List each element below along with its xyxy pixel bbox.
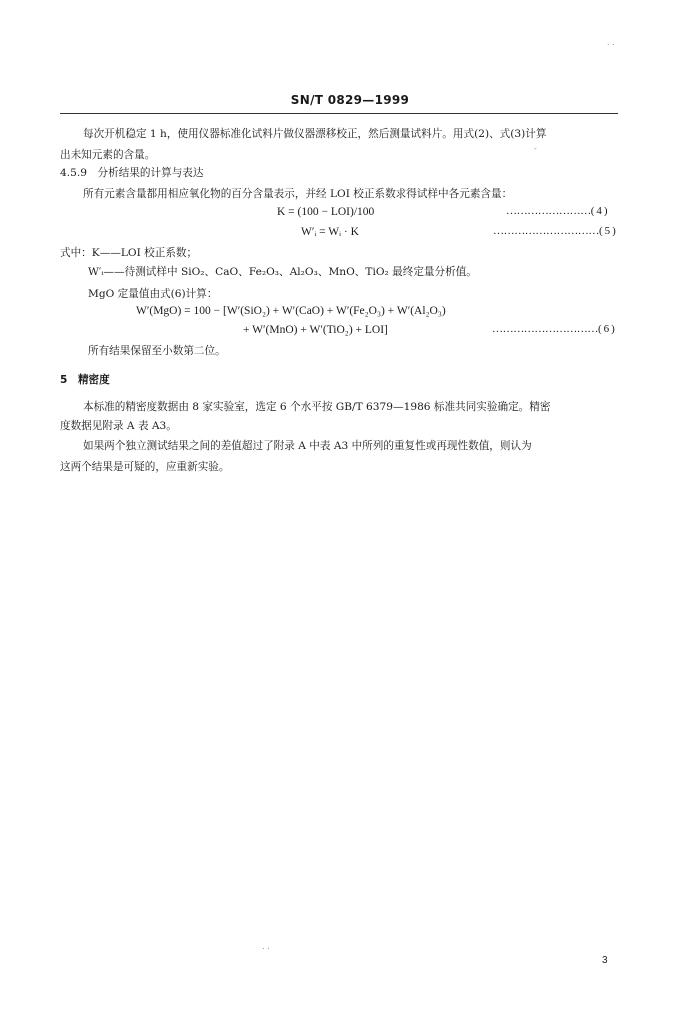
where-clause-k: 式中：K——LOI 校正系数； [60, 247, 198, 259]
equation-4: K = (100 − LOI)/100 [277, 206, 375, 218]
paragraph-line: 如果两个独立测试结果之间的差值超过了附录 A 中表 A3 中所列的重复性或再现性数值，则认为 [83, 440, 532, 452]
scan-speck: . . [607, 38, 615, 47]
mgo-intro: MgO 定量值由式(6)计算： [88, 288, 218, 300]
equation-6-number: …………………………( 6 ) [492, 323, 615, 335]
scan-speck: . . [262, 942, 270, 951]
paragraph-line: 出未知元素的含量。 [60, 149, 156, 161]
equation-6-line-1: W′(MgO) = 100 − [W′(SiO₂) + W′(CaO) + W′(Fe₂O₃) + W′(Al₂O₃) [136, 305, 446, 317]
paragraph-line: 度数据见附录 A 表 A3。 [60, 420, 177, 432]
page-number: 3 [602, 955, 608, 966]
equation-4-number: ……………………( 4 ) [506, 205, 608, 217]
section-heading-5: 5 精密度 [60, 374, 110, 386]
header-rule [60, 113, 618, 114]
paragraph-line: 每次开机稳定 1 h，使用仪器标准化试料片做仪器漂移校正，然后测量试料片。用式(2)、式(3)计算 [83, 128, 547, 140]
paragraph-line: 这两个结果是可疑的，应重新实验。 [60, 461, 230, 473]
rounding-note: 所有结果保留至小数第二位。 [88, 345, 226, 357]
page-header: SN/T 0829—1999 [290, 93, 410, 107]
paragraph-line: 本标准的精密度数据由 8 家实验室，选定 6 个水平按 GB/T 6379—1986 标准共同实验确定。精密 [83, 401, 551, 413]
equation-6-line-2: + W′(MnO) + W′(TiO₂) + LOI] [243, 324, 388, 336]
paragraph-line: 所有元素含量都用相应氧化物的百分含量表示，并经 LOI 校正系数求得试样中各元素含量： [83, 188, 513, 200]
equation-5-number: …………………………( 5 ) [493, 225, 616, 237]
section-heading-4-5-9: 4.5.9 分析结果的计算与表达 [60, 167, 204, 179]
where-clause-w: W′ᵢ——待测试样中 SiO₂、CaO、Fe₂O₃、Al₂O₃、MnO、TiO₂ 最终定量分析值。 [88, 266, 477, 278]
scan-speck: - [534, 144, 537, 153]
equation-5: W′ᵢ = Wᵢ · K [301, 226, 359, 238]
